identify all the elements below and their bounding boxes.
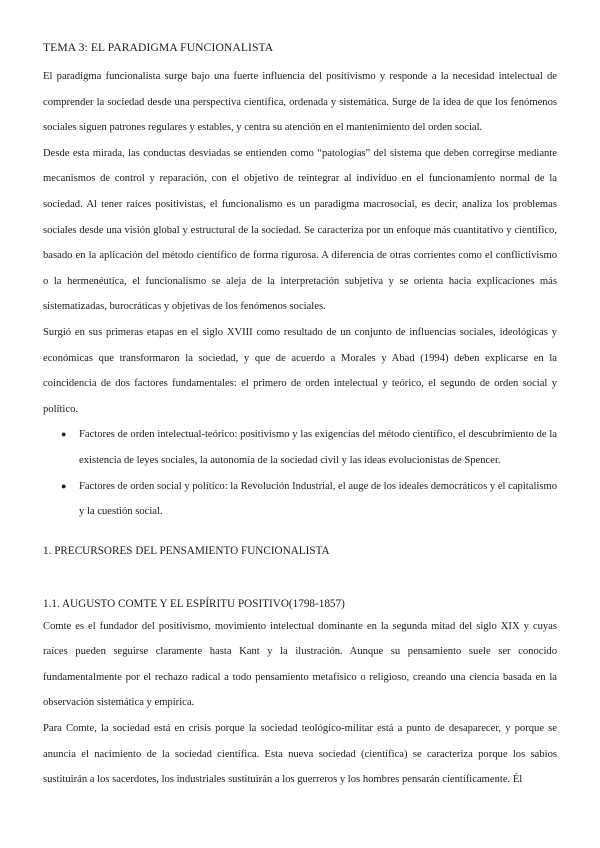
list-item-text: Factores de orden social y político: la Revolución Industrial, el auge de los ideales democráticos y el capitalismo y la cuestión social. xyxy=(79,480,557,518)
subsection-heading: 1.1. AUGUSTO COMTE Y EL ESPÍRITU POSITIVO(1798-1857) xyxy=(43,597,345,610)
paragraph-intro: El paradigma funcionalista surge bajo una fuerte influencia del positivismo y responde a la necesidad intelectual de comprender la sociedad desde una perspectiva científica, ordenada y sistemática. Surge de la idea de que los fenómenos sociales siguen patrones regulares y estables, y centra su atención en el mantenimiento del orden social. xyxy=(43,71,557,134)
paragraph-comte: Comte es el fundador del positivismo, movimiento intelectual dominante en la segunda mitad del siglo XIX y cuyas raíces pueden seguirse claramente hasta Kant y la ilustración. Aunque su pensamiento suele ser conocido fundamentalmente por el rechazo radical a todo pensamiento metafísico o religioso, creando una ciencia basada en la observación sistemática y empírica. xyxy=(43,620,557,709)
paragraph-crisis: Para Comte, la sociedad está en crisis porque la sociedad teológico-militar está a punto de desaparecer, y porque se anuncia el nacimiento de la sociedad científica. Esta nueva sociedad (científica) se caracteriza porque los sabios sustituirán a los sacerdotes, los industriales sustituirán a los guerreros y los hombres pensarán científicamente. Él xyxy=(43,723,557,786)
document-title: TEMA 3: EL PARADIGMA FUNCIONALISTA xyxy=(43,41,274,54)
bullet-icon: ● xyxy=(61,480,67,491)
paragraph-origins: Surgió en sus primeras etapas en el siglo XVIII como resultado de un conjunto de influencias sociales, ideológicas y económicas que transformaron la sociedad, y que de acuerdo a Morales y Abad (1994) deben explicarse en la coincidencia de dos factores fundamentales: el primero de orden intelectual y teórico, el segundo de orden social y político. xyxy=(43,326,557,415)
list-item xyxy=(43,474,557,525)
paragraph-deviance: Desde esta mirada, las conductas desviadas se entienden como “patologías” del sistema que deben corregirse mediante mecanismos de control y reparación, con el objetivo de reintegrar al individuo en el funcionamiento normal de la sociedad. Al tener raíces positivistas, el funcionalismo es un paradigma macrosocial, es decir, analiza los problemas sociales desde una visión global y estructural de la sociedad. Se caracteriza por un enfoque más cuantitativo y científico, basado en la aplicación del método científico de forma rigurosa. A diferencia de otras corrientes como el conflictivismo o la hermenéutica, el funcionalismo se aleja de la interpretación subjetiva y se orienta hacia explicaciones más sistematizadas, burocráticas y objetivas de los fenómenos sociales. xyxy=(43,147,557,313)
factors-list xyxy=(43,422,557,524)
bullet-icon: ● xyxy=(61,429,67,440)
list-item xyxy=(43,422,557,473)
list-item-text: Factores de orden intelectual-teórico: positivismo y las exigencias del método científico, el descubrimiento de la existencia de leyes sociales, la autonomía de la sociedad civil y las ideas evolucionistas de Spencer. xyxy=(79,429,557,466)
section-heading: 1. PRECURSORES DEL PENSAMIENTO FUNCIONALISTA xyxy=(43,544,330,557)
document-body xyxy=(43,38,557,793)
